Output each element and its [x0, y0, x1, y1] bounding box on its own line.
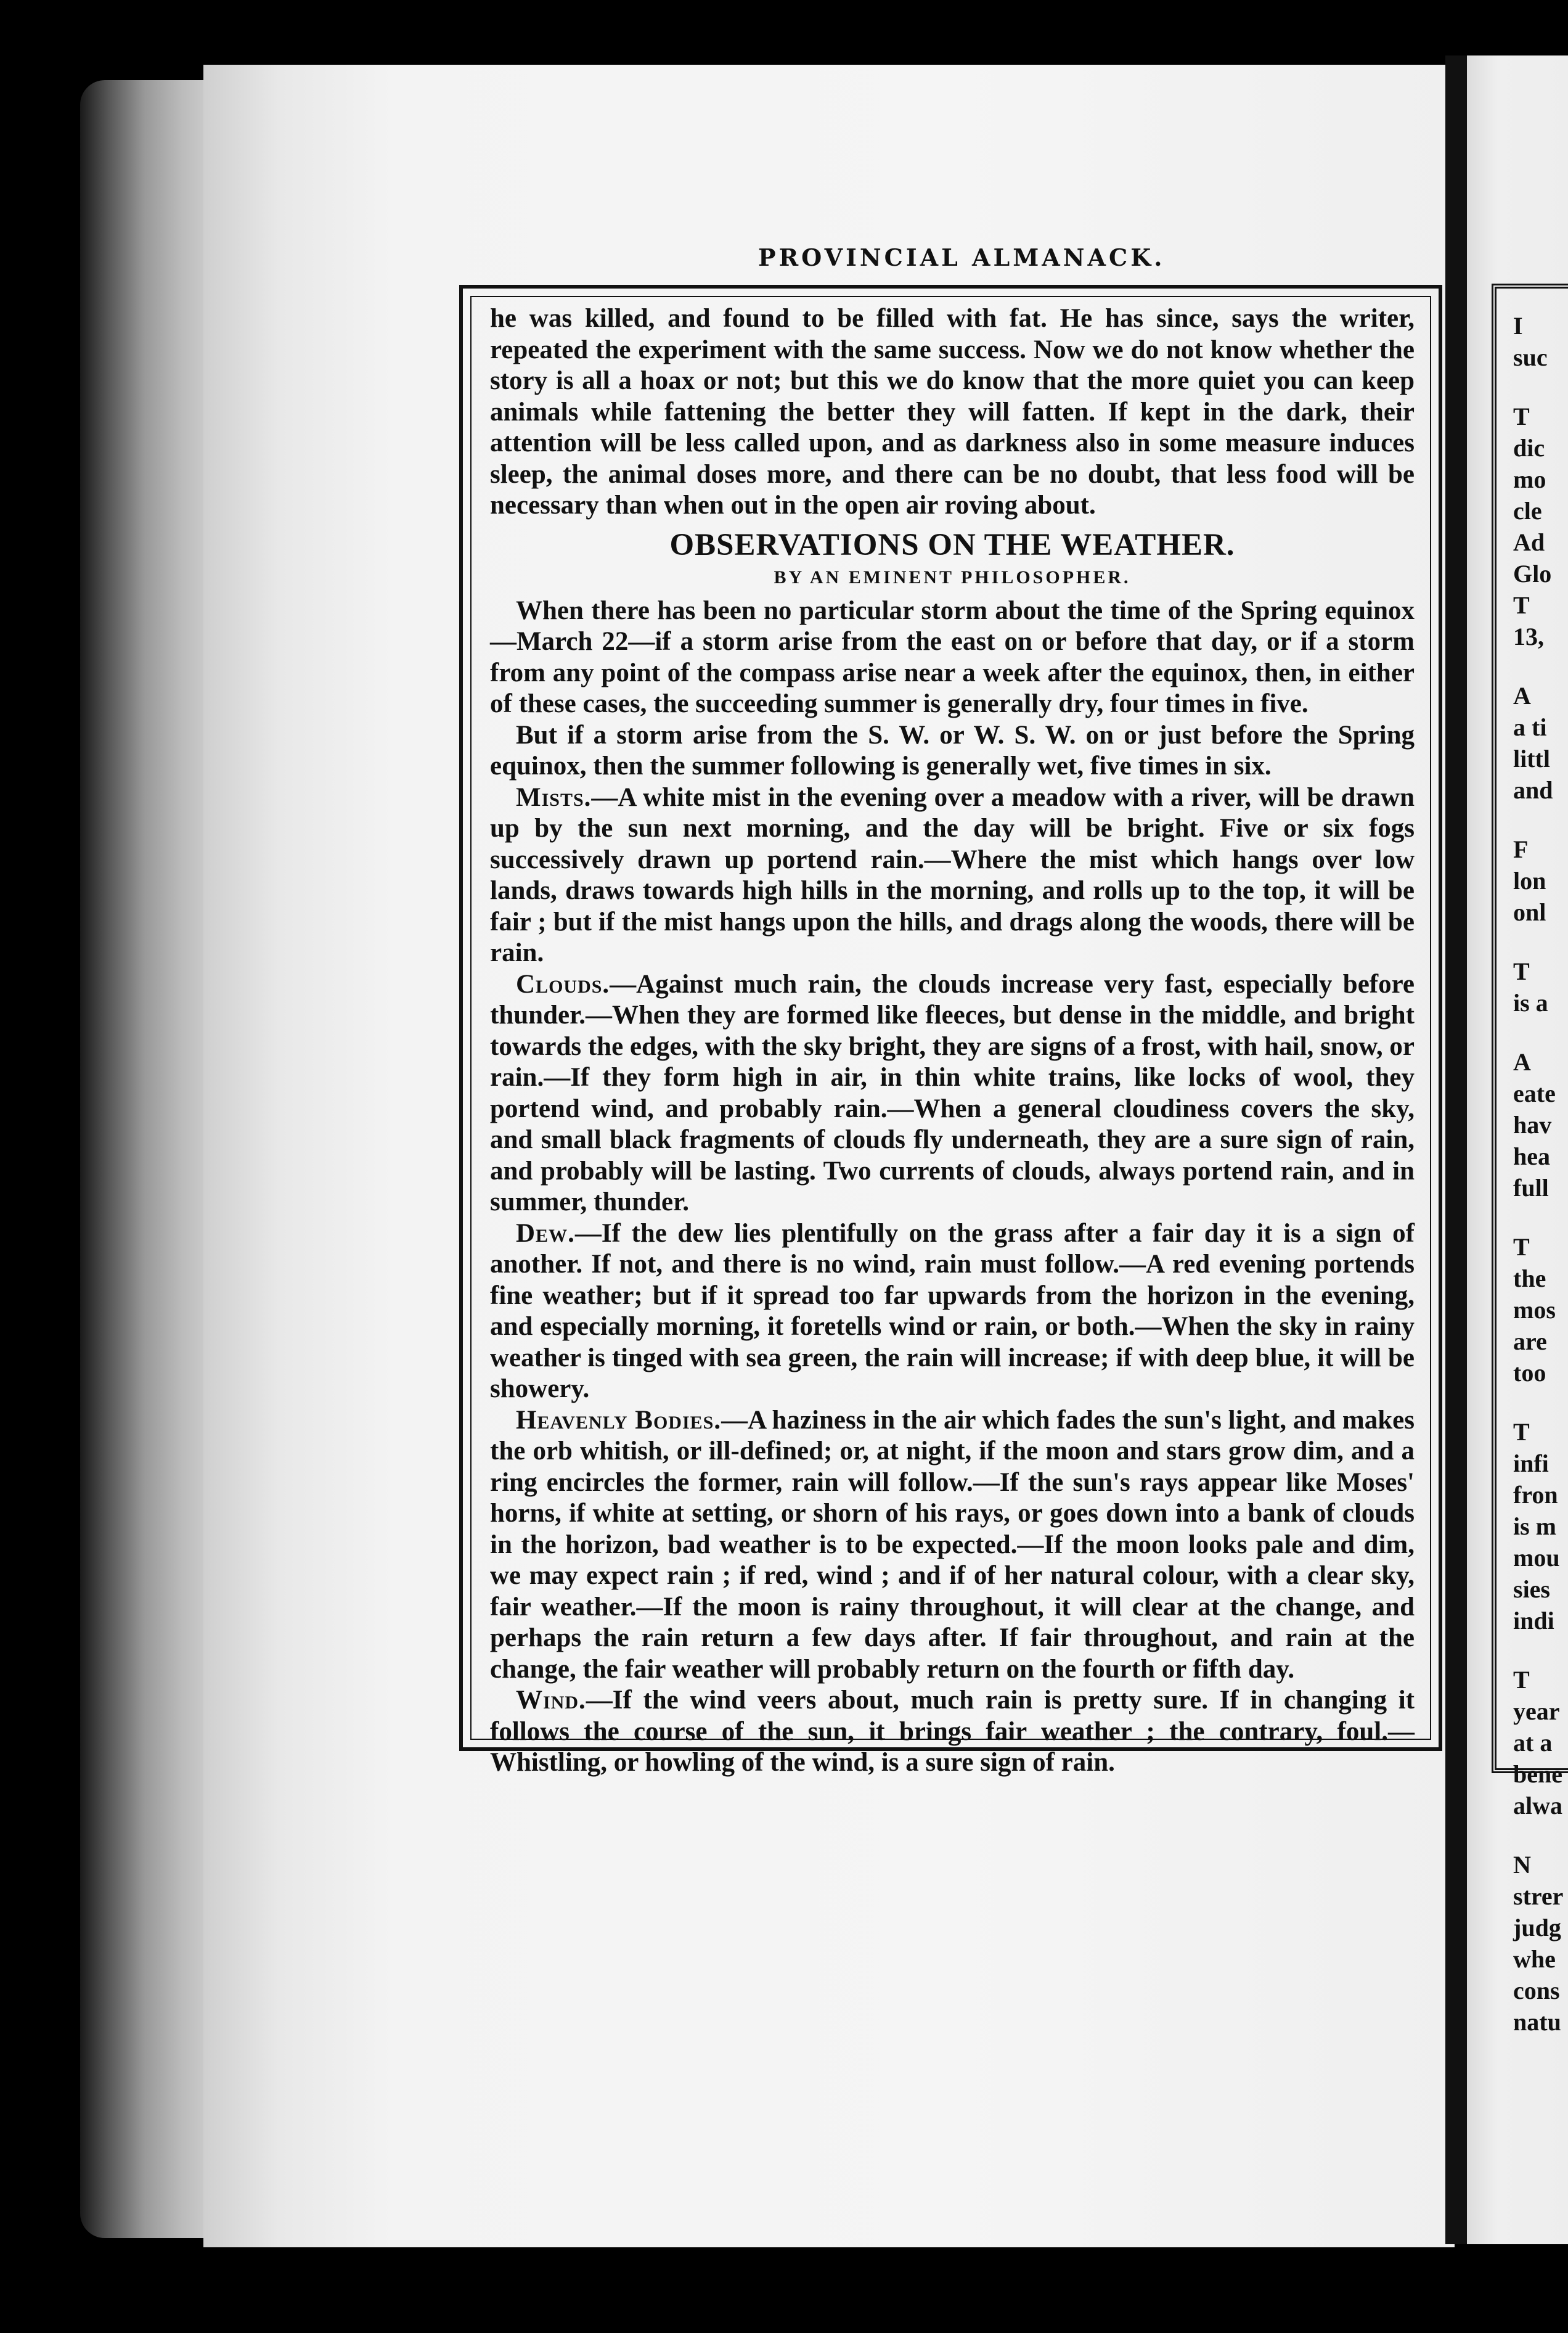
adjacent-page-line: Ad: [1513, 528, 1545, 556]
adjacent-page-line: sies: [1513, 1575, 1550, 1603]
adjacent-page-line: year: [1513, 1697, 1560, 1725]
adjacent-page-line: mo: [1513, 465, 1546, 493]
adjacent-page-line: T: [1513, 1418, 1530, 1446]
dew-text: —If the dew lies plentifully on the grass after a fair day it is a sign of another. If not, and there is no wind, rain must follow.—A red evening portends fine weather; but if it spread too far upwards from the horizon in the evening, and especially morning, it foretells wind or rain, or both.—When the sky in rainy weather is tinged with sea green, the rain will increase; if with deep blue, it will be showery.: [490, 1218, 1415, 1403]
adjacent-page-line: hav: [1513, 1111, 1552, 1139]
adjacent-page-line: dic: [1513, 434, 1545, 462]
article-byline: BY AN EMINENT PHILOSOPHER.: [774, 567, 1131, 588]
wind-heading: Wind.: [516, 1686, 586, 1715]
adjacent-page-line: a ti: [1513, 713, 1547, 741]
article-title: OBSERVATIONS ON THE WEATHER.: [669, 527, 1235, 562]
weather-paragraph-2: But if a storm arise from the S. W. or W. S. W. on or just before the Spring equinox, then the summer following is generally wet, five times in six.: [490, 720, 1415, 781]
wind-section: [490, 1685, 1415, 1779]
adjacent-page-line: suc: [1513, 343, 1548, 371]
adjacent-page-line: natu: [1513, 2008, 1561, 2036]
adjacent-page-line: the: [1513, 1265, 1546, 1292]
dew-heading: Dew.: [516, 1218, 575, 1248]
heavenly-bodies-heading: Heavenly Bodies.: [516, 1405, 722, 1435]
adjacent-page-line: A: [1513, 1048, 1531, 1076]
wind-text: —If the wind veers about, much rain is pretty sure. If in changing it follows the course of the sun, it brings fair weather ; the contrary, foul.—Whistling, or howling of the wind, is a sure sign of rain.: [490, 1686, 1415, 1777]
adjacent-page-line: bene: [1513, 1760, 1562, 1788]
heavenly-bodies-section: [490, 1405, 1415, 1686]
adjacent-page-line: cle: [1513, 497, 1542, 525]
mists-section: [490, 782, 1415, 969]
adjacent-page-line: T: [1513, 591, 1530, 619]
mists-text: —A white mist in the evening over a meadow with a river, will be drawn up by the sun next morning, and the day will be bright. Five or six fogs successively drawn up portend rain.—Where the mist which hangs over low lands, draws towards high hills in the morning, and rolls up to the top, it will be fair ; but if the mist hangs upon the hills, and drags along the woods, there will be rain.: [490, 782, 1415, 967]
adjacent-page-line: Glo: [1513, 560, 1552, 588]
mists-heading: Mists.: [516, 782, 592, 812]
adjacent-page-line: lon: [1513, 867, 1546, 895]
adjacent-page-line: too: [1513, 1359, 1546, 1387]
adjacent-page: [1467, 55, 1568, 2244]
adjacent-page-line: mos: [1513, 1296, 1556, 1324]
adjacent-page-line: littl: [1513, 745, 1550, 773]
adjacent-page-line: strer: [1513, 1882, 1564, 1910]
clouds-text: —Against much rain, the clouds increase very fast, especially before thunder.—When they are formed like fleeces, but dense in the middle, and bright towards the edges, with the sky bright, they are signs of a frost, with hail, snow, or rain.—If they form high in air, in thin white trains, like locks of wool, they portend wind, and probably rain.—When a general cloudiness covers the sky, and small black fragments of clouds fly underneath, they are a sure sign of rain, and probably will be lasting. Two currents of clouds, always portend rain, and in summer, thunder.: [490, 969, 1415, 1216]
adjacent-page-line: I: [1513, 312, 1523, 340]
intro-paragraph: he was killed, and found to be filled with fat. He has since, says the writer, repeated the experiment with the same success. Now we do not know whether the story is all a hoax or not; but this we do know that the more quiet you can keep animals while fattening the better they will fatten. If kept in the dark, their attention will be less called upon, and as darkness also in some measure induces sleep, the animal doses more, and there can be no doubt, that less food will be necessary than when out in the open air roving about.: [490, 304, 1415, 520]
adjacent-page-line: mou: [1513, 1544, 1560, 1572]
adjacent-page-line: is a: [1513, 989, 1548, 1017]
adjacent-page-line: T: [1513, 403, 1530, 430]
clouds-heading: Clouds.: [516, 969, 610, 999]
page-content: [490, 303, 1415, 1779]
adjacent-page-line: cons: [1513, 1977, 1560, 2004]
adjacent-page-line: is m: [1513, 1512, 1556, 1540]
adjacent-page-line: are: [1513, 1327, 1547, 1355]
adjacent-page-line: fron: [1513, 1481, 1558, 1509]
adjacent-page-line: and: [1513, 776, 1553, 804]
adjacent-page-line: T: [1513, 1233, 1530, 1261]
adjacent-page-line: onl: [1513, 898, 1546, 926]
adjacent-page-line: judg: [1513, 1914, 1561, 1941]
adjacent-page-line: A: [1513, 682, 1531, 710]
adjacent-page-line: infi: [1513, 1449, 1549, 1477]
adjacent-page-line: full: [1513, 1174, 1549, 1202]
adjacent-page-line: T: [1513, 957, 1530, 985]
adjacent-page-line: eate: [1513, 1080, 1556, 1107]
adjacent-page-line: whe: [1513, 1945, 1556, 1973]
page-gutter: [1445, 55, 1467, 2244]
heavenly-bodies-text: —A haziness in the air which fades the sun's light, and makes the orb whitish, or ill-defined; or, at night, if the moon and stars grow dim, and a ring encircles the former, rain will follow.—If the sun's rays appear like Moses' horns, if white at setting, or shorn of his rays, or goes down into a bank of clouds in the horizon, bad weather is to be expected.—If the moon looks pale and dim, we may expect rain ; if red, wind ; and if of her natural colour, with a clear sky, fair weather.—If the moon is rainy throughout, it will clear at the change, and perhaps the rain return a few days after. If fair throughout, and rain at the change, the fair weather will probably return on the fourth or fifth day.: [490, 1405, 1415, 1684]
adjacent-page-line: indi: [1513, 1607, 1554, 1634]
adjacent-page-line: hea: [1513, 1142, 1550, 1170]
adjacent-page-line: F: [1513, 835, 1529, 863]
clouds-section: [490, 969, 1415, 1218]
adjacent-page-line: at a: [1513, 1729, 1553, 1757]
adjacent-page-line: 13,: [1513, 623, 1544, 650]
adjacent-page-line: N: [1513, 1851, 1531, 1879]
adjacent-page-line: alwa: [1513, 1792, 1562, 1819]
weather-paragraph-1: When there has been no particular storm about the time of the Spring equinox—March 22—if a storm arise from the east on or before that day, or if a storm from any point of the compass arise near a week after the equinox, then, in either of these cases, the succeeding summer is generally dry, four times in five.: [490, 596, 1415, 718]
dew-section: [490, 1218, 1415, 1405]
running-head: PROVINCIAL ALMANACK.: [758, 244, 1166, 271]
adjacent-page-line: T: [1513, 1666, 1530, 1694]
